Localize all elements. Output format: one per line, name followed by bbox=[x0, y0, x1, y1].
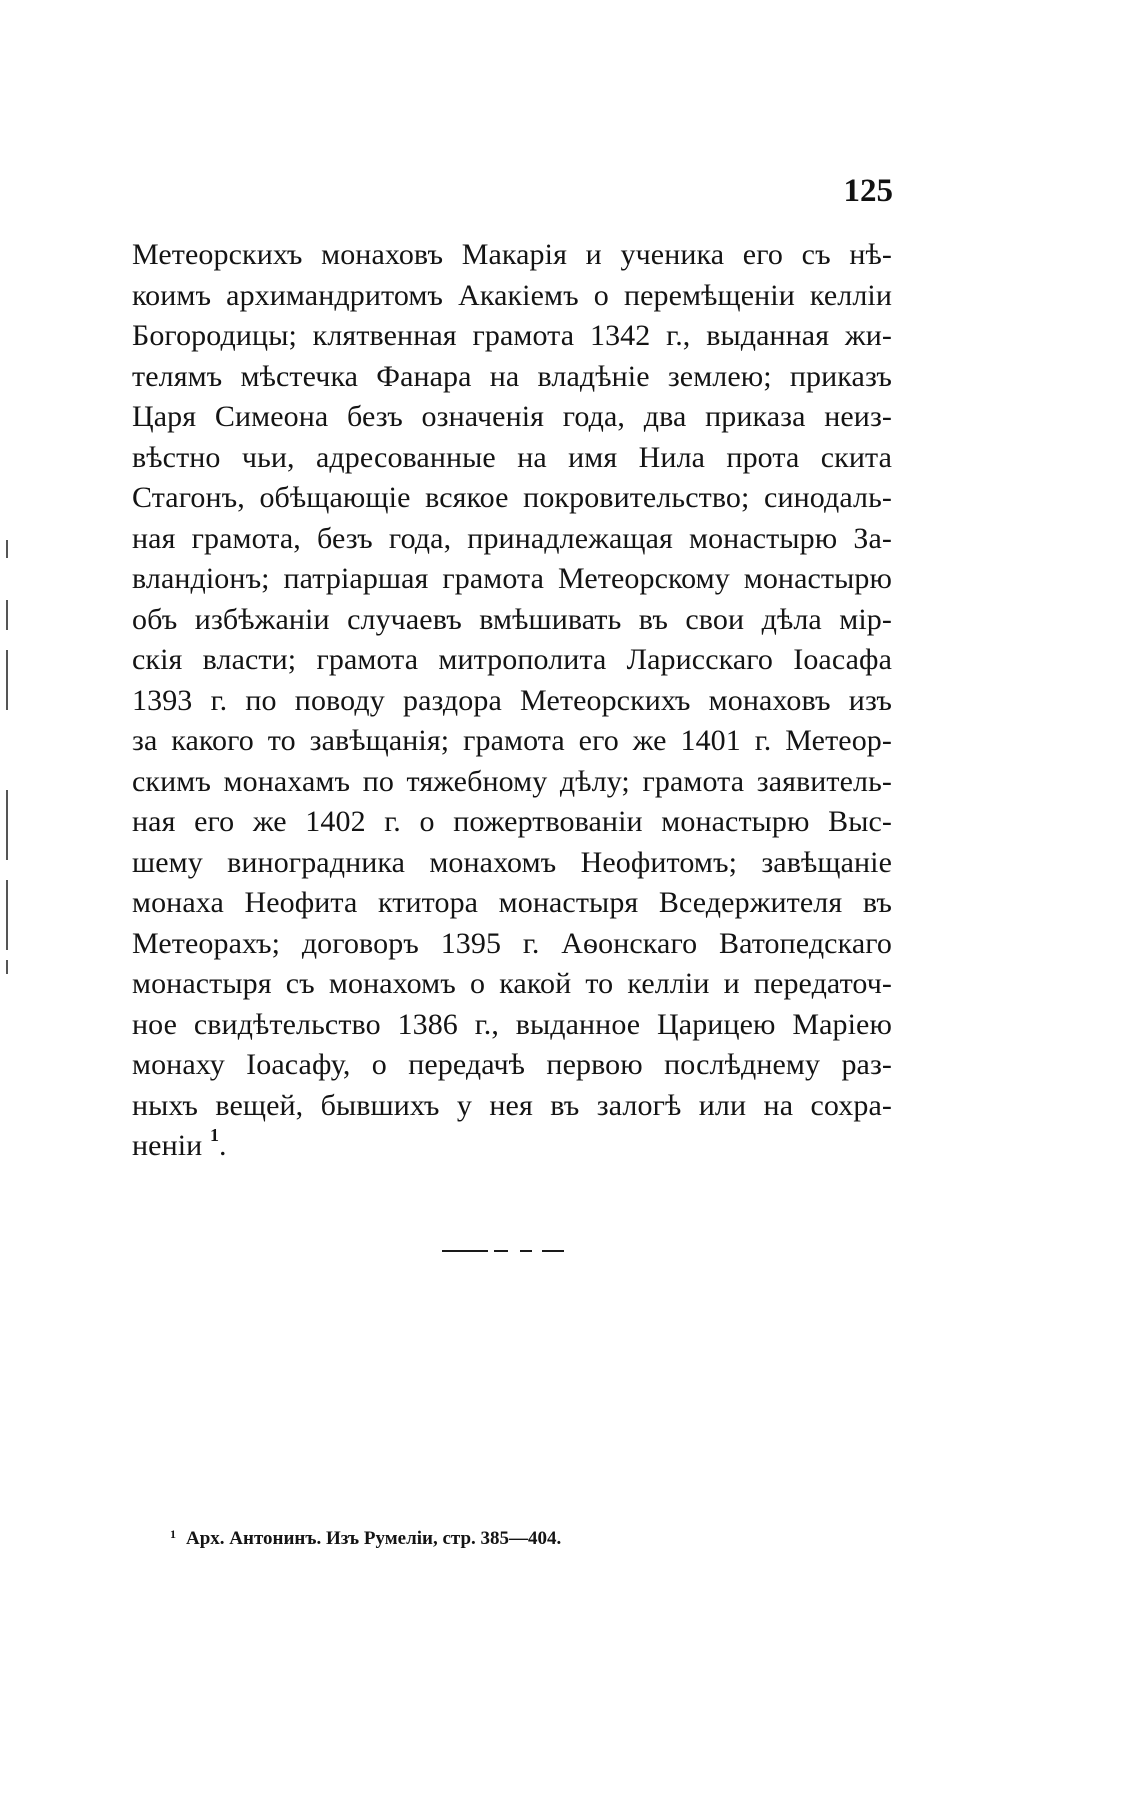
text-line: ная его же 1402 г. о пожертвованіи монастырю Выс- bbox=[132, 805, 892, 838]
text-line: ныхъ вещей, бывшихъ у нея въ залогѣ или на сохра- bbox=[132, 1088, 892, 1122]
text-line: коимъ архимандритомъ Акакіемъ о перемѣщеніи келліи bbox=[132, 278, 892, 312]
text-line: скія власти; грамота митрополита Ларисскаго Іоасафа bbox=[132, 643, 892, 676]
text-line: монаха Неофита ктитора монастыря Вседержителя въ bbox=[132, 886, 892, 919]
text-line: ное свидѣтельство 1386 г., выданное Царицею Маріею bbox=[132, 1007, 892, 1041]
footnote-reference[interactable]: 1 bbox=[209, 1125, 220, 1145]
footnote-mark: 1 bbox=[170, 1527, 176, 1541]
text-line: телямъ мѣстечка Фанара на владѣніе землею; приказъ bbox=[132, 359, 892, 393]
text-line: Метеорскихъ монаховъ Макарія и ученика его съ нѣ- bbox=[132, 238, 892, 271]
footnote bbox=[170, 1522, 890, 1551]
text-line: Богородицы; клятвенная грамота 1342 г., выданная жи- bbox=[132, 319, 892, 352]
text-line: шему виноградника монахомъ Неофитомъ; завѣщаніе bbox=[132, 845, 892, 879]
text-line-last: неніи $^1$. bbox=[132, 1125, 227, 1162]
page-number: 125 bbox=[843, 173, 893, 209]
text-line: 1393 г. по поводу раздора Метеорскихъ монаховъ изъ bbox=[132, 683, 892, 717]
footnote-text: Арх. Антонинъ. Изъ Румеліи, стр. 385—404. bbox=[186, 1528, 562, 1549]
last-line-text: неніи bbox=[132, 1129, 203, 1162]
text-line: вѣстно чьи, адресованные на имя Нила прота скита bbox=[132, 440, 892, 474]
text-line: монаху Іоасафу, о передачѣ первою послѣднему раз- bbox=[132, 1048, 892, 1081]
body-text bbox=[132, 235, 892, 1167]
text-line: Метеорахъ; договоръ 1395 г. Аѳонскаго Ватопедскаго bbox=[132, 926, 892, 960]
text-line: за какого то завѣщанія; грамота его же 1401 г. Метеор- bbox=[132, 724, 892, 757]
text-line: ная грамота, безъ года, принадлежащая монастырю За- bbox=[132, 521, 892, 555]
text-line: монастыря съ монахомъ о какой то келліи и передаточ- bbox=[132, 967, 892, 1000]
scan-margin-marks bbox=[6, 0, 10, 1815]
text-line: Стагонъ, обѣщающіе всякое покровительство; синодаль- bbox=[132, 481, 892, 514]
section-divider bbox=[442, 1246, 582, 1256]
text-line: вландіонъ; патріаршая грамота Метеорскому монастырю bbox=[132, 562, 892, 595]
text-line: объ избѣжаніи случаевъ вмѣшивать въ свои дѣла мір- bbox=[132, 602, 892, 636]
text-line: Царя Симеона безъ означенія года, два приказа неиз- bbox=[132, 400, 892, 433]
text-line: скимъ монахамъ по тяжебному дѣлу; грамота заявитель- bbox=[132, 764, 892, 798]
